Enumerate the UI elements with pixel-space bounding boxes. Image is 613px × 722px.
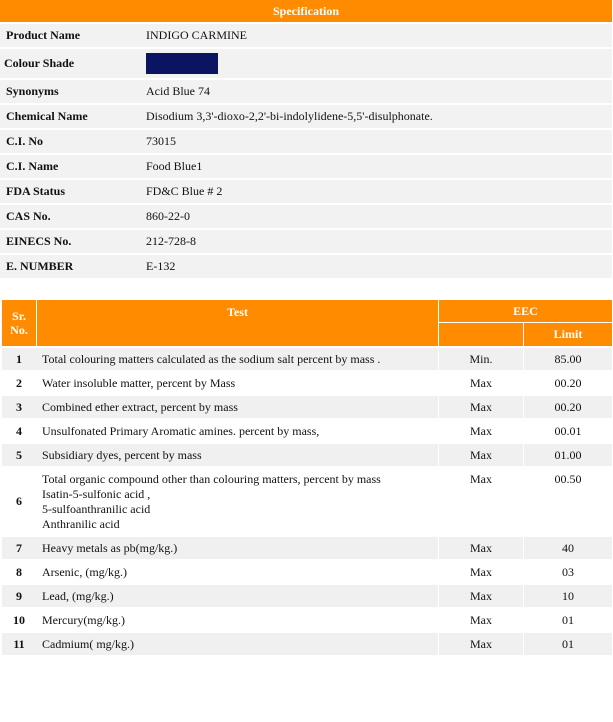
test-cell <box>36 444 438 468</box>
limit-condition: Max <box>438 633 523 657</box>
limit-value: 00.01 <box>523 420 612 444</box>
row-number: 11 <box>2 633 36 657</box>
spec-value <box>140 49 612 80</box>
table-row <box>2 609 612 633</box>
spec-row <box>0 130 612 155</box>
test-sub-item: Anthranilic acid <box>42 517 120 531</box>
test-cell <box>36 561 438 585</box>
limit-value: 00.20 <box>523 396 612 420</box>
spec-value: Food Blue1 <box>140 155 612 180</box>
test-cell <box>36 396 438 420</box>
test-cell <box>36 609 438 633</box>
limit-value: 00.20 <box>523 372 612 396</box>
spec-row <box>0 230 612 255</box>
table-row <box>2 348 612 372</box>
test-description: Subsidiary dyes, percent by mass <box>42 447 202 462</box>
limit-condition: Max <box>438 561 523 585</box>
test-cell <box>36 372 438 396</box>
spec-label: E. NUMBER <box>0 255 140 280</box>
spec-row <box>0 49 612 80</box>
limit-value: 01.00 <box>523 444 612 468</box>
row-number: 5 <box>2 444 36 468</box>
row-number: 7 <box>2 537 36 561</box>
spec-row <box>0 205 612 230</box>
spec-row <box>0 24 612 49</box>
test-description: Cadmium( mg/kg.) <box>42 636 134 651</box>
spec-value: INDIGO CARMINE <box>140 24 612 49</box>
limit-condition: Max <box>438 585 523 609</box>
spec-row <box>0 105 612 130</box>
row-number: 6 <box>2 468 36 537</box>
limit-value: 01 <box>523 633 612 657</box>
specification-header: Specification <box>0 0 612 24</box>
spec-value: 212-728-8 <box>140 230 612 255</box>
specification-table <box>0 0 612 280</box>
test-sub-item: 5-sulfoanthranilic acid <box>42 502 151 516</box>
spec-row <box>0 180 612 205</box>
limit-condition: Max <box>438 396 523 420</box>
spec-label: Product Name <box>0 24 140 49</box>
limit-condition: Max <box>438 468 523 537</box>
table-row <box>2 561 612 585</box>
row-number: 9 <box>2 585 36 609</box>
spec-row <box>0 255 612 280</box>
spec-label: EINECS No. <box>0 230 140 255</box>
test-description: Arsenic, (mg/kg.) <box>42 564 127 579</box>
limit-condition: Min. <box>438 348 523 372</box>
table-row <box>2 420 612 444</box>
limit-value: 85.00 <box>523 348 612 372</box>
spec-label: C.I. No <box>0 130 140 155</box>
row-number: 2 <box>2 372 36 396</box>
spec-label: C.I. Name <box>0 155 140 180</box>
limit-condition: Max <box>438 444 523 468</box>
spec-row <box>0 155 612 180</box>
table-row <box>2 444 612 468</box>
spec-label: FDA Status <box>0 180 140 205</box>
sr-no-header: Sr. No. <box>2 300 36 348</box>
row-number: 4 <box>2 420 36 444</box>
test-description: Total organic compound other than colouring matters, percent by mass <box>42 472 381 486</box>
spec-value: Acid Blue 74 <box>140 80 612 105</box>
test-description: Combined ether extract, percent by mass <box>42 399 238 414</box>
test-cell <box>36 420 438 444</box>
test-description: Total colouring matters calculated as the sodium salt percent by mass . <box>42 351 381 366</box>
spec-row <box>0 80 612 105</box>
condition-header <box>438 323 523 348</box>
test-cell <box>36 633 438 657</box>
spec-value: FD&C Blue # 2 <box>140 180 612 205</box>
limit-condition: Max <box>438 537 523 561</box>
table-row <box>2 468 612 537</box>
limit-value: 40 <box>523 537 612 561</box>
spec-label: Colour Shade <box>0 49 140 80</box>
spec-value: 73015 <box>140 130 612 155</box>
table-row <box>2 372 612 396</box>
test-cell <box>36 585 438 609</box>
spec-value: E-132 <box>140 255 612 280</box>
limit-condition: Max <box>438 420 523 444</box>
limit-value: 03 <box>523 561 612 585</box>
table-row <box>2 396 612 420</box>
row-number: 3 <box>2 396 36 420</box>
row-number: 10 <box>2 609 36 633</box>
table-row <box>2 537 612 561</box>
limit-value: 00.50 <box>523 468 612 537</box>
test-table <box>2 300 612 657</box>
table-row <box>2 585 612 609</box>
table-row <box>2 633 612 657</box>
test-description: Mercury(mg/kg.) <box>42 612 125 627</box>
limit-header: Limit <box>523 323 612 348</box>
spec-label: Chemical Name <box>0 105 140 130</box>
limit-condition: Max <box>438 609 523 633</box>
limit-value: 01 <box>523 609 612 633</box>
colour-shade-swatch <box>146 53 218 74</box>
test-description: Heavy metals as pb(mg/kg.) <box>42 540 178 555</box>
test-cell <box>36 537 438 561</box>
eec-header: EEC <box>438 300 612 323</box>
spec-value: 860-22-0 <box>140 205 612 230</box>
test-cell <box>36 348 438 372</box>
test-header: Test <box>36 300 438 348</box>
test-cell <box>36 468 438 537</box>
row-number: 8 <box>2 561 36 585</box>
spec-label: Synonyms <box>0 80 140 105</box>
spec-value: Disodium 3,3'-dioxo-2,2'-bi-indolylidene-5,5'-disulphonate. <box>140 105 612 130</box>
test-description: Unsulfonated Primary Aromatic amines. percent by mass, <box>42 423 320 438</box>
test-description: Lead, (mg/kg.) <box>42 588 114 603</box>
test-sub-item: Isatin-5-sulfonic acid , <box>42 487 151 501</box>
spec-label: CAS No. <box>0 205 140 230</box>
limit-value: 10 <box>523 585 612 609</box>
test-description: Water insoluble matter, percent by Mass <box>42 375 236 390</box>
limit-condition: Max <box>438 372 523 396</box>
row-number: 1 <box>2 348 36 372</box>
